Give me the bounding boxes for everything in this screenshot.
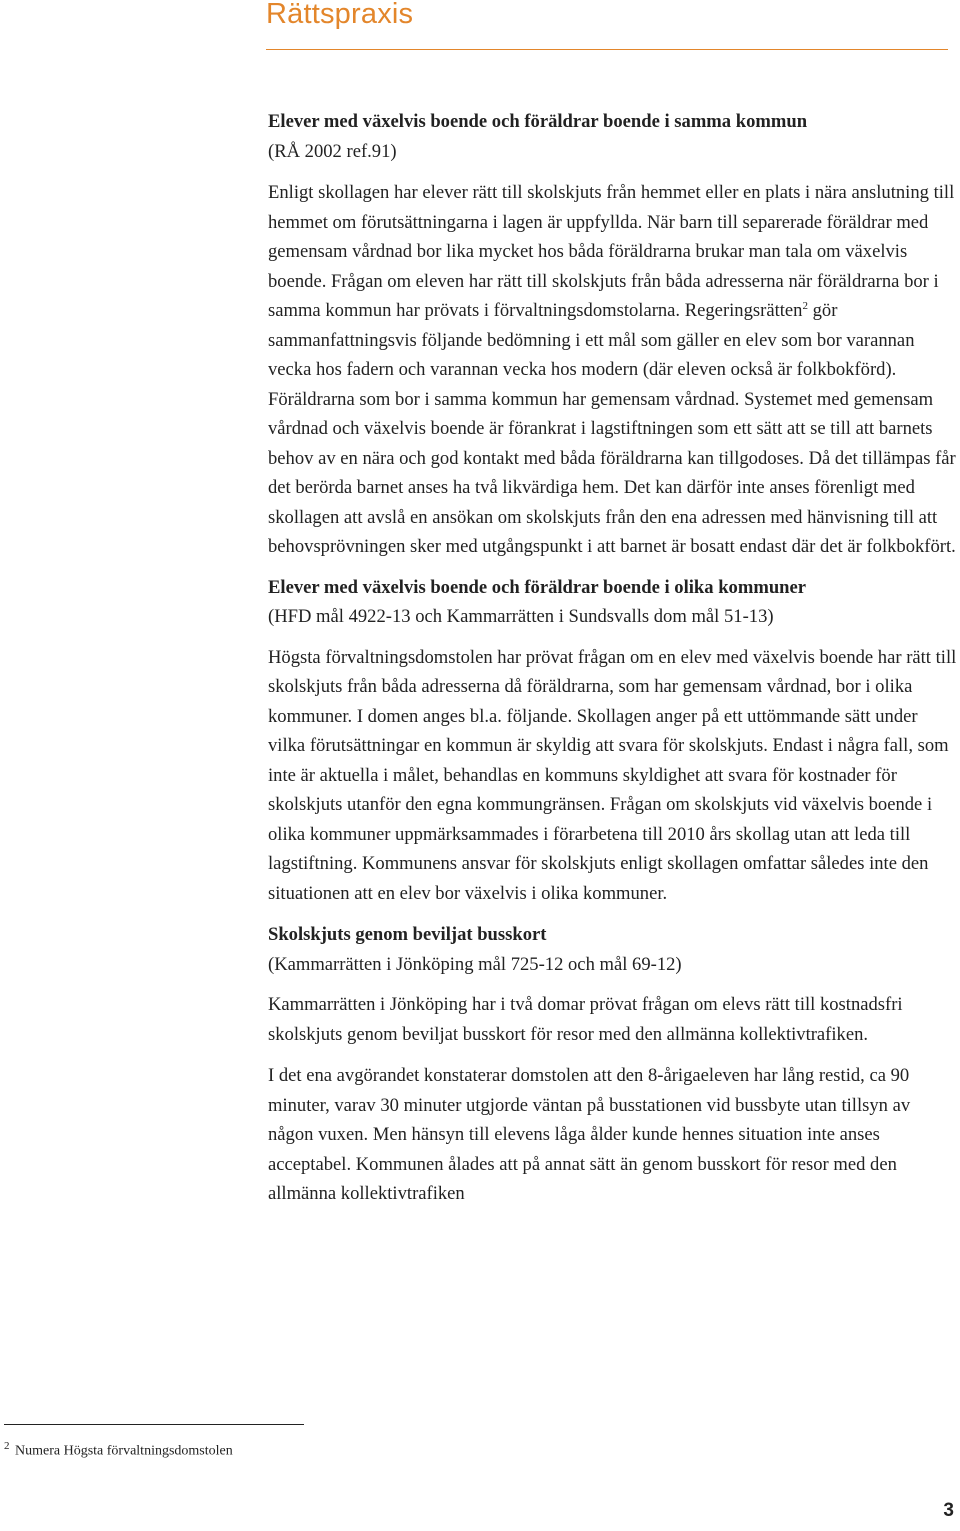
page-number: 3 — [943, 1500, 954, 1521]
body-paragraph: Högsta förvaltningsdomstolen har prövat frågan om en elev med växelvis boende har rätt till skolskjuts från båda adresserna då föräldrarna, som har gemensam vårdnad, bor i olika kommuner. I domen anges bl.a. följande. Skollagen anger på ett uttömmande sätt under vilka förutsättningar en kommun är skyldig att svara för skolskjuts. Endast i några fall, som inte är aktuella i målet, behandlas en kommuns skyldighet att svara för kostnader för skolskjuts utanför den egna kommungränsen. Frågan om skolskjuts vid växelvis boende i olika kommuner uppmärksammades i förarbetena till 2010 års skollag utan att leda till lagstiftning. Kommunens ansvar för skolskjuts enligt skollagen omfattar således inte den situationen att en elev bor växelvis i olika kommuner. — [268, 646, 957, 904]
section-heading — [268, 573, 958, 632]
section-reference: (Kammarrätten i Jönköping mål 725-12 och mål 69-12) — [268, 953, 682, 975]
footnote-mark: 2 — [4, 1440, 10, 1452]
section-heading — [268, 107, 958, 166]
section-different-municipalities — [268, 573, 958, 909]
footnote-reference[interactable]: 2 — [802, 299, 808, 312]
main-content — [268, 107, 958, 1209]
section-title: Elever med växelvis boende och föräldrar boende i olika kommuner — [268, 576, 807, 598]
body-paragraph: I det ena avgörandet konstaterar domstolen att den 8-årigaeleven har lång restid, ca 90 minuter, varav 30 minuter utgjorde väntan på busstationen vid bussbyte utan tillsyn av någon vuxen. Men hänsyn till elevens låga ålder kunde hennes situation inte anses acceptabel. Kommunen ålades att på annat sätt än genom busskort för resor med den allmänna kollektivtrafiken — [268, 1065, 911, 1204]
page-header-title: Rättspraxis — [266, 0, 414, 30]
section-title: Skolskjuts genom beviljat busskort — [268, 924, 547, 945]
section-reference: (HFD mål 4922-13 och Kammarrätten i Sundsvalls dom mål 51-13) — [268, 606, 774, 627]
footnote-text: Numera Högsta förvaltningsdomstolen — [15, 1443, 233, 1459]
section-bus-card — [268, 920, 958, 1209]
body-paragraph: Kammarrätten i Jönköping har i två domar prövat frågan om elevs rätt till kostnadsfri skolskjuts genom beviljat busskort för resor med den allmänna kollektivtrafiken. — [268, 994, 903, 1045]
section-heading — [268, 920, 958, 979]
header-divider — [266, 49, 948, 50]
footnote-divider — [4, 1424, 304, 1425]
body-paragraph — [268, 178, 958, 562]
section-same-municipality — [268, 107, 958, 562]
paragraph-text: gör sammanfattningsvis följande bedömning i ett mål som gäller en elev som bor varannan vecka hos fadern och varannan vecka hos modern (där eleven också är folkbokförd). Föräldrarna som bor i samma kommun har gemensam vårdnad. Systemet med gemensam vårdnad och växelvis boende är förankrat i lagstiftningen som ett sätt att se till att barnets behov av en nära och god kontakt med båda föräldrarna kan tillgodoses. Då det tillämpas får det berörda barnet anses ha två likvärdiga hem. Det kan därför inte anses förenligt med skollagen att avslå en ansökan om skolskjuts från den ena adressen med hänvisning till att behovsprövningen sker med utgångspunkt i att barnet är bosatt endast där det är folkbokfört. — [268, 300, 956, 557]
section-reference: (RÅ 2002 ref.91) — [268, 140, 397, 162]
section-title: Elever med växelvis boende och föräldrar boende i samma kommun — [268, 111, 808, 132]
paragraph-text: Enligt skollagen har elever rätt till skolskjuts från hemmet eller en plats i nära anslutning till hemmet om förutsättningarna i lagen är uppfyllda. När barn till separerade föräldrar med gemensam vårdnad bor lika mycket hos båda föräldrarna brukar man tala om växelvis boende. Frågan om eleven har rätt till skolskjuts från båda adresserna när föräldrarna bor i samma kommun har prövats i förvaltningsdomstolarna. Regeringsrätten — [268, 182, 955, 321]
footnote — [4, 1440, 233, 1460]
